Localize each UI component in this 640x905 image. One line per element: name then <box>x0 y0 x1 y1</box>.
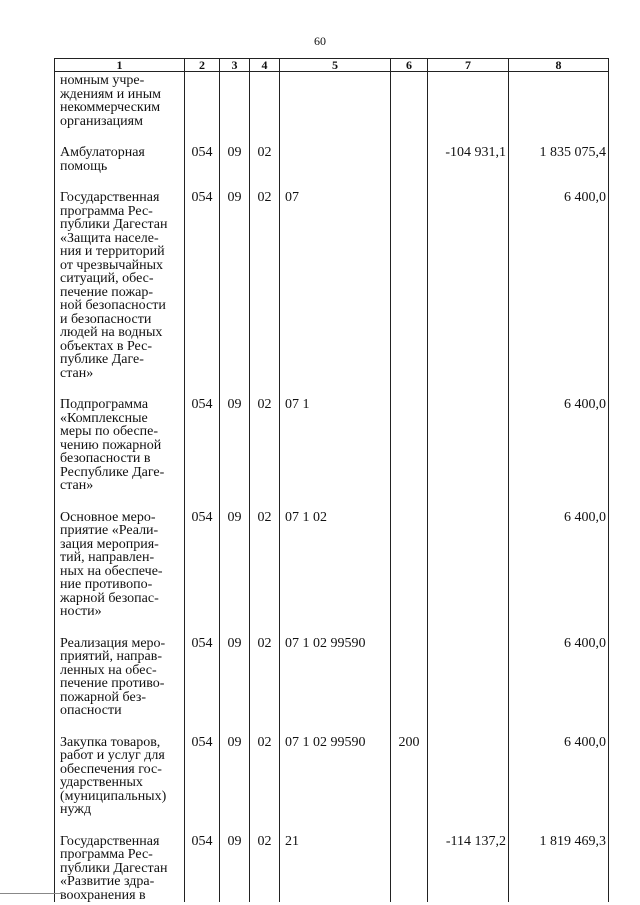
table-row <box>55 146 609 191</box>
header-col-5: 5 <box>280 59 391 72</box>
total-amount-cell: 6 400,0 <box>509 637 609 736</box>
table-row <box>55 191 609 398</box>
expense-type-cell <box>391 72 428 147</box>
table-body <box>55 72 609 903</box>
table-row <box>55 72 609 147</box>
ministry-code-cell: 054 <box>185 637 220 736</box>
change-amount-cell <box>428 736 509 835</box>
ministry-code-cell: 054 <box>185 398 220 511</box>
row-name-cell: Амбулаторная помощь <box>55 146 185 191</box>
row-name-cell: номным учре- ждениям и иным некоммерческим организациям <box>55 72 185 147</box>
ministry-code-cell: 054 <box>185 191 220 398</box>
table-row <box>55 835 609 903</box>
section-code-cell: 09 <box>220 146 250 191</box>
row-name-cell: Основное меро- приятие «Реали- зация мероприя- тий, направлен- ных на обеспече- ние противопо- жарной безопас- ности» <box>55 511 185 637</box>
target-article-cell: 07 1 02 99590 <box>280 736 391 835</box>
section-code-cell: 09 <box>220 736 250 835</box>
section-code-cell: 09 <box>220 835 250 903</box>
expense-type-cell <box>391 146 428 191</box>
ministry-code-cell: 054 <box>185 511 220 637</box>
ministry-code-cell: 054 <box>185 146 220 191</box>
table-row <box>55 637 609 736</box>
budget-table <box>54 58 609 902</box>
change-amount-cell: -114 137,2 <box>428 835 509 903</box>
section-code-cell <box>220 72 250 147</box>
change-amount-cell <box>428 398 509 511</box>
row-name-cell: Государственная программа Рес- публики Дагестан «Защита населе- ния и территорий от чрезвычайных ситуаций, обес- печение пожар- ной безопасности и безопасности людей на водных объектах в Рес- публике Даге- стан» <box>55 191 185 398</box>
total-amount-cell <box>509 72 609 147</box>
target-article-cell <box>280 146 391 191</box>
expense-type-cell <box>391 637 428 736</box>
header-col-3: 3 <box>220 59 250 72</box>
target-article-cell <box>280 72 391 147</box>
subsection-code-cell: 02 <box>250 191 280 398</box>
total-amount-cell: 1 819 469,3 <box>509 835 609 903</box>
row-name-cell: Государственная программа Рес- публики Дагестан «Развитие здра- воохранения в <box>55 835 185 903</box>
change-amount-cell <box>428 72 509 147</box>
target-article-cell: 07 1 02 <box>280 511 391 637</box>
ministry-code-cell <box>185 72 220 147</box>
change-amount-cell <box>428 511 509 637</box>
subsection-code-cell: 02 <box>250 637 280 736</box>
header-col-8: 8 <box>509 59 609 72</box>
subsection-code-cell: 02 <box>250 835 280 903</box>
header-col-1: 1 <box>55 59 185 72</box>
header-row <box>55 59 609 72</box>
expense-type-cell <box>391 398 428 511</box>
change-amount-cell <box>428 637 509 736</box>
total-amount-cell: 6 400,0 <box>509 736 609 835</box>
total-amount-cell: 1 835 075,4 <box>509 146 609 191</box>
header-col-7: 7 <box>428 59 509 72</box>
expense-type-cell <box>391 835 428 903</box>
total-amount-cell: 6 400,0 <box>509 511 609 637</box>
subsection-code-cell: 02 <box>250 511 280 637</box>
row-name-cell: Закупка товаров, работ и услуг для обеспечения гос- ударственных (муниципальных) нужд <box>55 736 185 835</box>
section-code-cell: 09 <box>220 637 250 736</box>
footer-rule <box>0 893 62 894</box>
section-code-cell: 09 <box>220 398 250 511</box>
ministry-code-cell: 054 <box>185 736 220 835</box>
header-col-6: 6 <box>391 59 428 72</box>
subsection-code-cell: 02 <box>250 736 280 835</box>
total-amount-cell: 6 400,0 <box>509 191 609 398</box>
section-code-cell: 09 <box>220 191 250 398</box>
row-name-cell: Реализация меро- приятий, направ- ленных на обес- печение противо- пожарной без- опасности <box>55 637 185 736</box>
header-col-4: 4 <box>250 59 280 72</box>
expense-type-cell: 200 <box>391 736 428 835</box>
ministry-code-cell: 054 <box>185 835 220 903</box>
row-name-cell: Подпрограмма «Комплексные меры по обеспе- чению пожарной безопасности в Республике Даге- стан» <box>55 398 185 511</box>
subsection-code-cell <box>250 72 280 147</box>
target-article-cell: 21 <box>280 835 391 903</box>
target-article-cell: 07 1 02 99590 <box>280 637 391 736</box>
expense-type-cell <box>391 191 428 398</box>
change-amount-cell <box>428 191 509 398</box>
section-code-cell: 09 <box>220 511 250 637</box>
table-header <box>55 59 609 72</box>
change-amount-cell: -104 931,1 <box>428 146 509 191</box>
table-row <box>55 398 609 511</box>
subsection-code-cell: 02 <box>250 398 280 511</box>
table-row <box>55 736 609 835</box>
page-number: 60 <box>314 34 326 48</box>
subsection-code-cell: 02 <box>250 146 280 191</box>
table-row <box>55 511 609 637</box>
expense-type-cell <box>391 511 428 637</box>
total-amount-cell: 6 400,0 <box>509 398 609 511</box>
target-article-cell: 07 <box>280 191 391 398</box>
target-article-cell: 07 1 <box>280 398 391 511</box>
header-col-2: 2 <box>185 59 220 72</box>
